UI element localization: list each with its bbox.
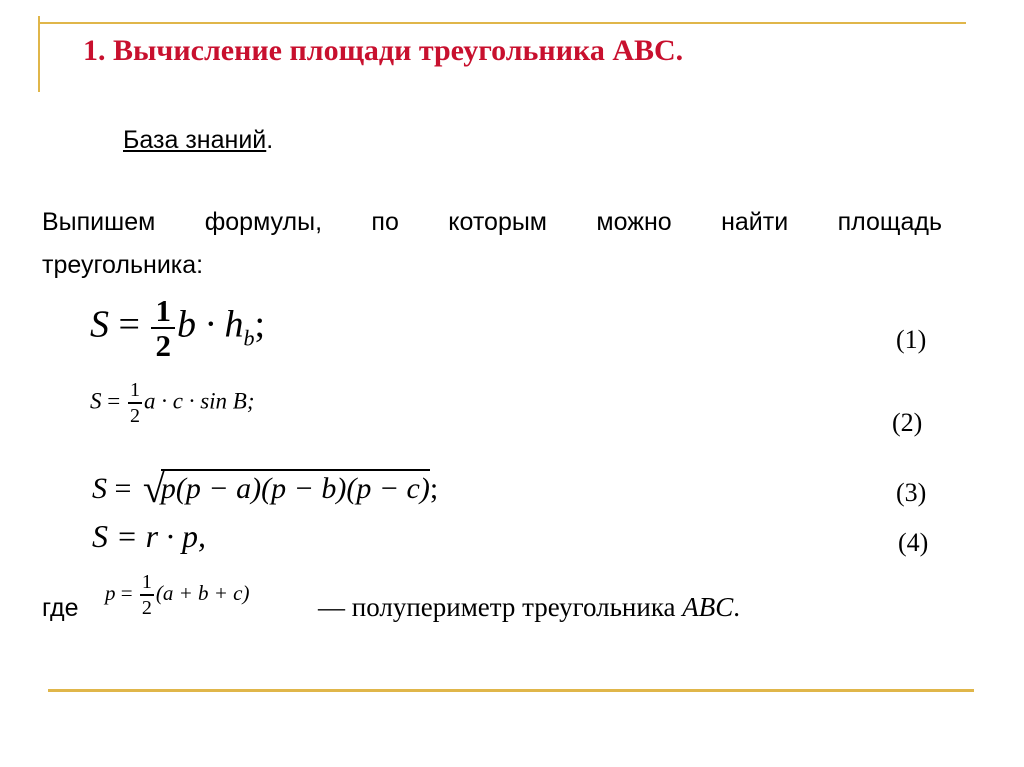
formula-3-radicand: p(p − a)(p − b)(p − c) — [161, 469, 430, 506]
formula-3-end: ; — [429, 472, 439, 505]
formula-1-fraction — [151, 294, 175, 362]
formula-1-eq: = — [118, 303, 140, 346]
formula-3-number: (3) — [896, 478, 927, 507]
semiperimeter-desc-prefix: — полупериметр треугольника — [318, 592, 683, 622]
formula-2 — [90, 378, 255, 428]
formula-3-eq: = — [114, 472, 132, 505]
semiperimeter-body: (a + b + c) — [155, 580, 250, 605]
bottom-decor-line — [48, 689, 974, 692]
formula-4-number: (4) — [898, 528, 929, 557]
formula-1-body: b · h — [176, 303, 244, 346]
semiperimeter-desc-abc: ABC — [682, 592, 734, 622]
subtitle — [123, 126, 273, 155]
formula-1-sub: b — [243, 325, 255, 351]
formula-1-number: (1) — [896, 325, 927, 354]
formula-2-number: (2) — [892, 408, 923, 437]
formula-2-frac-num: 1 — [129, 379, 140, 401]
semiperimeter-frac-den: 2 — [140, 594, 154, 620]
subtitle-punct: . — [266, 126, 274, 154]
formula-2-body: a · c · sin B; — [143, 388, 255, 414]
top-decor-line — [38, 22, 966, 24]
formula-1-frac-den: 2 — [151, 327, 175, 362]
semiperimeter-eq: = — [120, 580, 133, 605]
formula-3 — [92, 465, 438, 512]
formula-2-lhs: S — [90, 388, 102, 414]
formula-2-fraction — [128, 378, 142, 428]
intro-line-2: треугольника: — [42, 251, 204, 279]
subtitle-text: База знаний — [123, 126, 267, 154]
formula-1 — [90, 294, 265, 362]
formula-3-lhs: S — [92, 472, 107, 505]
intro-line-1: Выпишем формулы, по которым можно найти площадь — [42, 208, 942, 236]
sqrt-sign: √ — [142, 466, 165, 511]
semiperimeter-description — [318, 592, 740, 623]
formula-1-end: ; — [254, 303, 265, 346]
semiperimeter-frac-num: 1 — [141, 571, 152, 593]
semiperimeter-formula — [105, 570, 250, 620]
semiperimeter-fraction — [140, 570, 154, 620]
formula-4: S = r · p, — [92, 518, 207, 554]
formula-2-eq: = — [107, 388, 121, 414]
where-label: где — [42, 594, 79, 622]
formula-1-lhs: S — [90, 303, 109, 346]
semiperimeter-lhs: p — [105, 580, 116, 605]
formula-1-frac-num: 1 — [155, 293, 171, 328]
slide-title: 1. Вычисление площади треугольника ABC. — [83, 34, 684, 67]
semiperimeter-desc-end: . — [733, 592, 741, 622]
intro-paragraph — [42, 201, 942, 287]
formula-2-frac-den: 2 — [128, 402, 142, 428]
left-decor-line — [38, 16, 40, 92]
